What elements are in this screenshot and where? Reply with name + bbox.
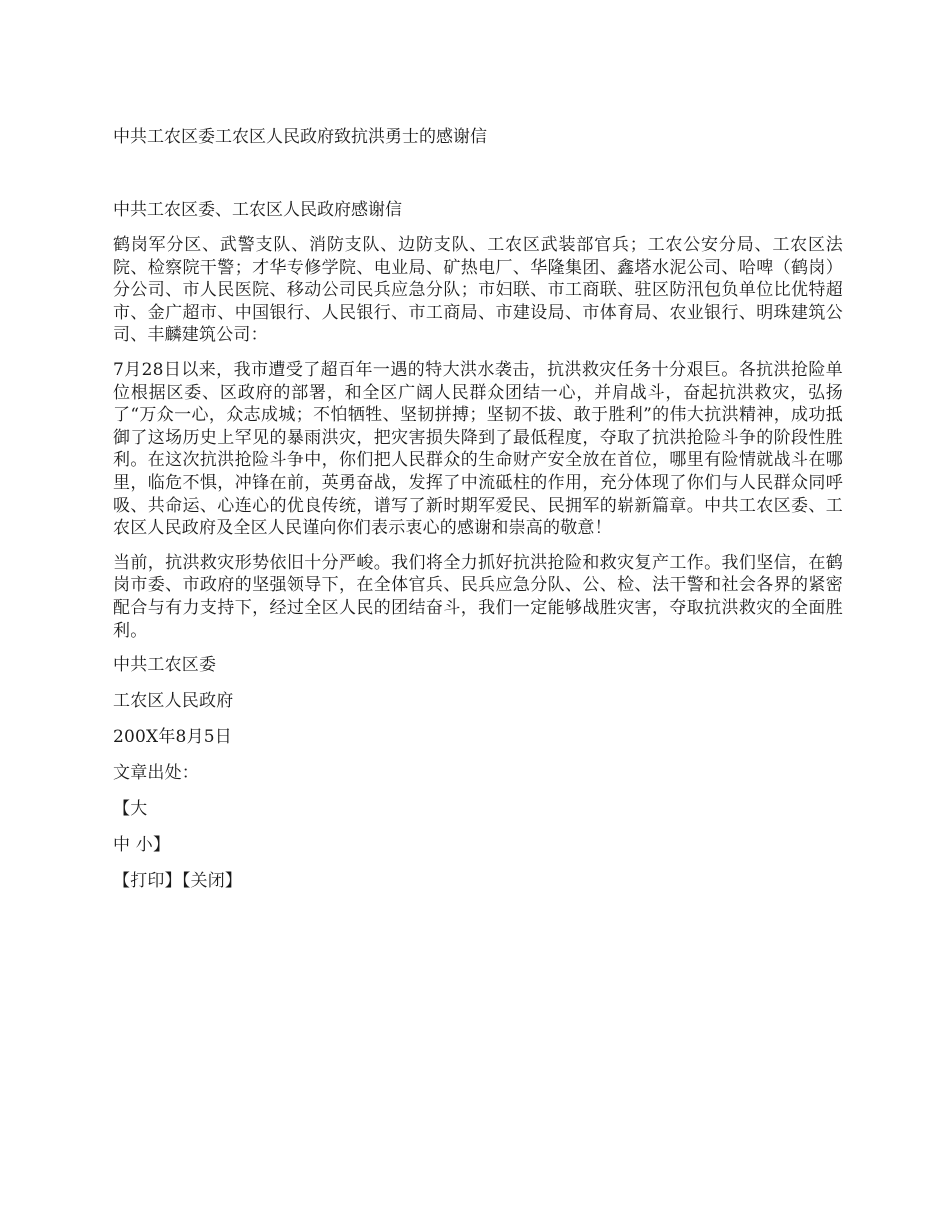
signature-party-committee: 中共工农区委 bbox=[113, 655, 217, 676]
body-paragraph: 7月28日以来，我市遭受了超百年一遇的特大洪水袭击，抗洪救灾任务十分艰巨。各抗洪抢险单位根据区委、区政府的部署，和全区广阔人民群众团结一心，并肩战斗，奋起抗洪救灾，弘扬了“万众一心，众志成城；不怕牺牲、坚韧拼搏；坚韧不拔、敢于胜利”的伟大抗洪精神，成功抵御了这场历史上罕见的暴雨洪灾，把灾害损失降到了最低程度，夺取了抗洪抢险斗争的阶段性胜利。在这次抗洪抢险斗争中，你们把人民群众的生命财产安全放在首位，哪里有险情就战斗在哪里，临危不惧，冲锋在前，英勇奋战，发挥了中流砥柱的作用，充分体现了你们与人民群众同呼吸、共命运、心连心的优良传统，谱写了新时期军爱民、民拥军的崭新篇章。中共工农区委、工农区人民政府及全区人民谨向你们表示衷心的感谢和崇高的敬意！ bbox=[113, 359, 843, 539]
page-actions bbox=[113, 870, 843, 892]
source-label: 文章出处： bbox=[113, 763, 199, 784]
addressee-paragraph: 鹤岗军分区、武警支队、消防支队、边防支队、工农区武装部官兵；工农公安分局、工农区法院、检察院干警；才华专修学院、电业局、矿热电厂、华隆集团、鑫塔水泥公司、哈啤（鹤岗）分公司、市人民医院、移动公司民兵应急分队；市妇联、市工商联、驻区防汛包负单位比优特超市、金广超市、中国银行、人民银行、市工商局、市建设局、市体育局、农业银行、明珠建筑公司、丰麟建筑公司： bbox=[113, 235, 843, 346]
signature-government: 工农区人民政府 bbox=[113, 691, 234, 712]
document-subtitle: 中共工农区委、工农区人民政府感谢信 bbox=[113, 200, 402, 220]
font-size-control-large[interactable]: 【大 bbox=[113, 799, 148, 820]
font-size-control-medium-small[interactable]: 中 小】 bbox=[113, 835, 171, 856]
document-date: 200X年8月5日 bbox=[113, 727, 232, 748]
document-title: 中共工农区委工农区人民政府致抗洪勇士的感谢信 bbox=[113, 127, 487, 147]
print-link[interactable]: 【打印】 bbox=[113, 871, 182, 892]
close-link[interactable]: 【关闭】 bbox=[181, 871, 243, 892]
body-paragraph: 当前，抗洪救灾形势依旧十分严峻。我们将全力抓好抗洪抢险和救灾复产工作。我们坚信，在鹤岗市委、市政府的坚强领导下，在全体官兵、民兵应急分队、公、检、法干警和社会各界的紧密配合与有力支持下，经过全区人民的团结奋斗，我们一定能够战胜灾害，夺取抗洪救灾的全面胜利。 bbox=[113, 552, 843, 641]
document-body bbox=[113, 234, 843, 906]
